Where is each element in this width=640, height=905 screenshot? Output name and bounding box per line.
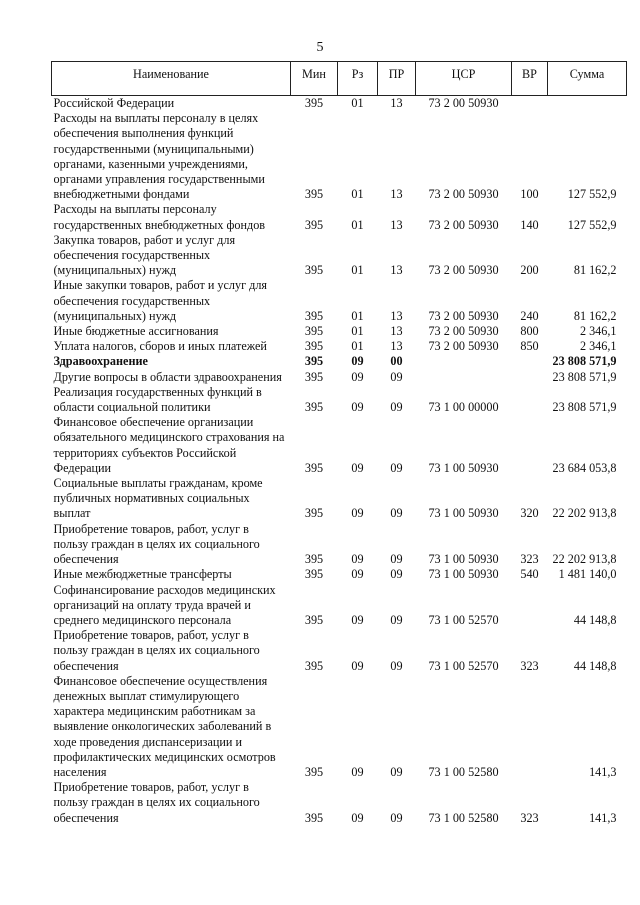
table-row [52,111,627,202]
table-row [52,233,627,279]
row-sum: 127 552,9 [567,217,617,232]
table-row [52,522,627,568]
header-vr: ВР [512,62,548,96]
row-pr: 13 [390,339,403,354]
row-rz: 09 [351,764,364,779]
row-pr: 13 [390,187,403,202]
table-row [52,583,627,629]
row-rz: 09 [351,369,364,384]
row-vr: 540 [520,567,539,582]
row-vr [512,354,548,369]
row-csr: 73 1 00 50930 [428,460,499,475]
row-name: Расходы на выплаты персоналу государственных внебюджетных фондов [53,202,266,232]
row-rz: 09 [351,354,364,369]
row-sum: 44 148,8 [573,658,617,673]
row-csr: 73 2 00 50930 [428,187,499,202]
row-sum: 22 202 913,8 [552,506,617,521]
row-csr: 73 2 00 50930 [428,324,499,339]
row-min: 395 [304,506,324,521]
row-name: Иные бюджетные ассигнования [53,324,219,339]
row-pr: 00 [390,354,403,369]
header-name: Наименование [52,62,291,96]
row-vr [512,583,548,629]
row-pr: 09 [390,612,403,627]
row-name: Расходы на выплаты персоналу в целях обеспечения выполнения функций государственными (муниципальными) органами, казенными учреждениями, органами управления государственными внебюджетными фондами [53,111,265,202]
row-csr: 73 1 00 50930 [428,552,499,567]
row-pr: 13 [390,324,403,339]
table-row [52,780,627,826]
row-csr [416,354,512,369]
row-sum [548,96,627,112]
row-min: 395 [304,324,324,339]
table-row [52,354,627,369]
table-row [52,567,627,582]
row-pr: 09 [390,552,403,567]
budget-table [51,61,627,826]
row-csr: 73 1 00 50930 [428,567,499,582]
row-min: 395 [304,96,324,110]
row-pr: 13 [390,263,403,278]
row-vr [512,415,548,476]
row-min: 395 [304,354,324,369]
row-min: 395 [304,567,324,582]
row-sum: 23 808 571,9 [552,369,617,384]
row-sum: 2 346,1 [579,339,617,354]
row-pr: 09 [390,567,403,582]
row-vr: 320 [520,506,539,521]
row-vr: 140 [520,217,539,232]
row-csr: 73 2 00 50930 [428,308,499,323]
row-rz: 01 [351,187,364,202]
table-row [52,385,627,415]
row-name: Приобретение товаров, работ, услуг в пользу граждан в целях их социального обеспечения [53,521,260,567]
row-csr: 73 1 00 00000 [428,400,499,415]
table-row [52,476,627,522]
table-row [52,370,627,385]
row-name: Социальные выплаты гражданам, кроме публичных нормативных социальных выплат [53,476,263,521]
row-min: 395 [304,612,324,627]
row-sum: 127 552,9 [567,187,617,202]
table-row [52,324,627,339]
row-rz: 09 [351,506,364,521]
row-pr: 09 [390,506,403,521]
row-vr [512,370,548,385]
row-rz: 01 [351,217,364,232]
header-csr: ЦСР [416,62,512,96]
row-rz: 09 [351,658,364,673]
row-rz: 09 [351,567,364,582]
row-vr: 800 [520,324,539,339]
row-csr [416,370,512,385]
row-pr: 09 [390,658,403,673]
table-row [52,674,627,780]
row-name: Российской Федерации [53,96,175,110]
row-min: 395 [304,187,324,202]
row-min: 395 [304,460,324,475]
row-csr: 73 1 00 52570 [428,612,499,627]
row-min: 395 [304,339,324,354]
row-rz: 01 [351,324,364,339]
row-name: Иные межбюджетные трансферты [53,567,232,582]
row-rz: 01 [351,96,364,110]
table-row [52,415,627,476]
row-vr [512,385,548,415]
row-name: Здравоохранение [53,354,148,369]
row-sum: 22 202 913,8 [552,552,617,567]
row-sum: 1 481 140,0 [558,567,617,582]
row-pr: 09 [390,460,403,475]
header-min: Мин [291,62,338,96]
row-min: 395 [304,810,324,825]
row-pr: 09 [390,369,403,384]
row-vr: 323 [520,658,539,673]
row-pr: 13 [390,96,403,110]
row-csr: 73 1 00 52570 [428,658,499,673]
row-min: 395 [304,400,324,415]
row-name: Другие вопросы в области здравоохранения [53,369,282,384]
row-sum: 141,3 [589,764,617,779]
table-row [52,202,627,232]
row-name: Софинансирование расходов медицинских организаций на оплату труда врачей и среднего медицинского персонала [53,582,276,627]
row-sum: 81 162,2 [573,263,617,278]
row-rz: 01 [351,308,364,323]
row-sum: 2 346,1 [579,324,617,339]
row-min: 395 [304,263,324,278]
row-min: 395 [304,658,324,673]
row-min: 395 [304,552,324,567]
row-name: Приобретение товаров, работ, услуг в пользу граждан в целях их социального обеспечения [53,780,260,825]
table-row [52,278,627,324]
header-pr: ПР [378,62,416,96]
table-row [52,339,627,354]
row-sum: 23 808 571,9 [552,400,617,415]
table-row [52,96,627,112]
row-name: Приобретение товаров, работ, услуг в пользу граждан в целях их социального обеспечения [53,628,260,673]
row-vr: 323 [520,552,539,567]
row-rz: 09 [351,400,364,415]
row-csr: 73 1 00 52580 [428,764,499,779]
row-name: Финансовое обеспечение осуществления денежных выплат стимулирующего характера медицинским работникам за выявление онкологических заболеваний в ходе проведения диспансеризации и профилактических медицинских осмотров населения [53,673,276,779]
row-vr [512,674,548,780]
row-name: Финансовое обеспечение организации обязательного медицинского страхования на территориях субъектов Российской Федерации [53,415,285,475]
table-row [52,628,627,674]
row-sum: 23 684 053,8 [552,460,617,475]
page-number: 5 [316,40,324,55]
row-rz: 09 [351,612,364,627]
row-vr: 100 [520,187,539,202]
row-rz: 01 [351,339,364,354]
row-pr: 09 [390,810,403,825]
row-pr: 13 [390,217,403,232]
row-csr: 73 2 00 50930 [428,217,499,232]
row-min: 395 [304,217,324,232]
row-csr: 73 2 00 50930 [428,263,499,278]
row-csr: 73 2 00 50930 [428,339,499,354]
row-rz: 09 [351,810,364,825]
row-min: 395 [304,308,324,323]
row-csr: 73 1 00 50930 [428,506,499,521]
row-rz: 09 [351,552,364,567]
row-vr: 323 [520,810,539,825]
row-rz: 01 [351,263,364,278]
row-min: 395 [304,369,324,384]
row-name: Реализация государственных функций в области социальной политики [53,384,262,415]
row-pr: 09 [390,764,403,779]
row-csr: 73 1 00 52580 [428,810,499,825]
row-min: 395 [304,764,324,779]
row-name: Закупка товаров, работ и услуг для обеспечения государственных (муниципальных) нужд [53,232,236,278]
row-vr: 240 [520,308,539,323]
row-pr: 13 [390,308,403,323]
row-rz: 09 [351,460,364,475]
row-sum: 141,3 [589,810,617,825]
row-sum: 23 808 571,9 [552,354,617,369]
row-name: Иные закупки товаров, работ и услуг для обеспечения государственных (муниципальных) нужд [53,278,268,323]
row-vr: 200 [520,263,539,278]
row-sum: 81 162,2 [573,308,617,323]
header-sum: Сумма [548,62,627,96]
row-vr [512,96,548,112]
row-name: Уплата налогов, сборов и иных платежей [53,339,267,354]
row-csr: 73 2 00 50930 [428,96,499,110]
header-row [52,62,627,96]
header-rz: Рз [338,62,378,96]
row-pr: 09 [390,400,403,415]
row-sum: 44 148,8 [573,612,617,627]
row-vr: 850 [520,339,539,354]
